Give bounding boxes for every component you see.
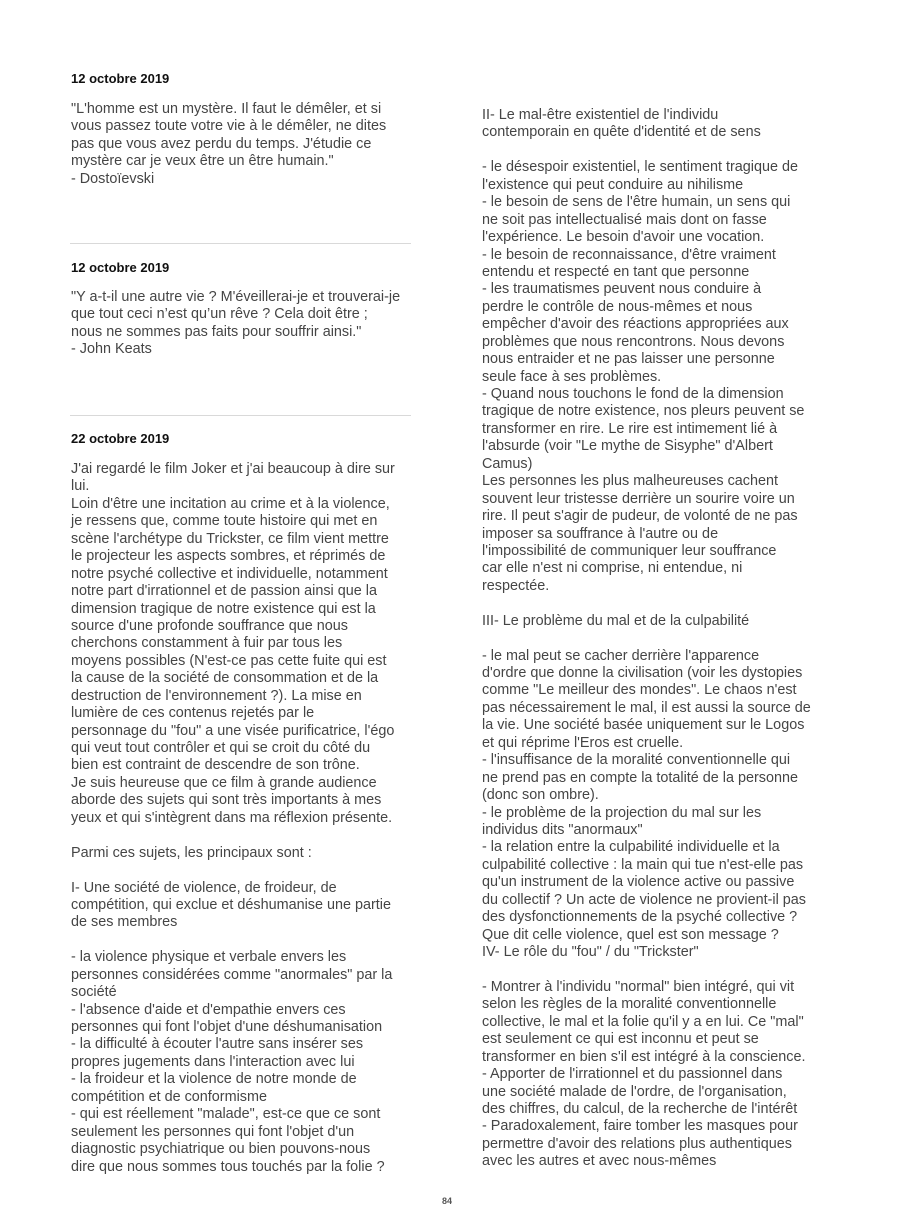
- text-line: IV- Le rôle du "fou" / du "Trickster": [482, 944, 699, 960]
- text-line: la vie. Une société basée uniquement sur le Logos: [482, 717, 805, 734]
- text-line: "Y a-t-il une autre vie ? M'éveillerai-je et trouverai-je: [71, 289, 401, 305]
- text-line: yeux et qui s'intègrent dans ma réflexion présente.: [71, 809, 393, 826]
- text-line: collective, le mal et la folie qu'il y a en lui. Ce "mal": [482, 1013, 804, 1030]
- text-line: Parmi ces sujets, les principaux sont :: [71, 844, 312, 861]
- text-line: l'impossibilité de communiquer leur souffrance: [482, 542, 777, 559]
- text-line: tragique de notre existence, nos pleurs peuvent se: [482, 403, 805, 420]
- text-line: pas que vous avez perdu du temps. J'étudie ce: [71, 135, 372, 152]
- text-line: que tout ceci n’est qu’un rêve ? Cela doit être ;: [71, 306, 368, 323]
- text-line: bien est contraint de descendre de son trône.: [71, 757, 360, 774]
- text-line: permettre d'avoir des relations plus authentiques: [482, 1135, 792, 1152]
- text-line: compétition, qui exclue et déshumanise une partie: [71, 896, 391, 913]
- entry-text: [71, 289, 400, 359]
- text-line: car elle n'est ni comprise, ni entendue, ni: [482, 560, 743, 577]
- text-line: pas nécessairement le mal, il est aussi la source de: [482, 699, 811, 716]
- text-line: personnes considérées comme "anormales" par la: [71, 966, 393, 983]
- text-line: [71, 932, 395, 949]
- text-line: [482, 142, 811, 159]
- text-line: destruction de l'environnement ?). La mise en: [71, 687, 362, 704]
- text-line: société: [71, 984, 117, 1001]
- text-line: - le besoin de sens de l'être humain, un sens qui: [482, 194, 791, 211]
- text-line: est seulement ce qui est inconnu et peut se: [482, 1031, 759, 1048]
- entry-text: [71, 461, 395, 1176]
- text-line: - la froideur et la violence de notre monde de: [71, 1071, 357, 1088]
- text-line: perdre le contrôle de nous-mêmes et nous: [482, 298, 753, 315]
- text-line: - le désespoir existentiel, le sentiment tragique de: [482, 159, 798, 176]
- text-line: des dysfonctionnements de la psyché collective ?: [482, 909, 798, 926]
- text-line: comme "Le meilleur des mondes". Le chaos n'est: [482, 682, 797, 699]
- text-line: des chiffres, du calcul, de la recherche de l'intérêt: [482, 1100, 798, 1117]
- text-line: empêcher d'avoir des réactions appropriées aux: [482, 316, 789, 333]
- text-line: seule face à ses problèmes.: [482, 368, 662, 385]
- text-line: contemporain en quête d'identité et de sens: [482, 124, 761, 141]
- text-line: - John Keats: [71, 341, 152, 358]
- entry-date: 12 octobre 2019: [71, 260, 170, 275]
- text-line: l'expérience. Le besoin d'avoir une vocation.: [482, 229, 765, 246]
- text-line: [482, 595, 811, 612]
- text-line: entendu et respecté en tant que personne: [482, 263, 750, 280]
- text-line: diagnostic psychiatrique ou bien pouvons-nous: [71, 1141, 371, 1158]
- text-line: (donc son ombre).: [482, 787, 599, 804]
- text-line: la cause de la société de consommation et de la: [71, 670, 379, 687]
- text-line: rire. Il peut s'agir de pudeur, de volonté de ne pas: [482, 508, 798, 525]
- text-line: le projecteur les aspects sombres, et réprimés de: [71, 548, 386, 565]
- text-line: - le mal peut se cacher derrière l'apparence: [482, 647, 760, 664]
- page-number: 84: [442, 1196, 453, 1206]
- text-line: seulement les personnes qui font l'objet d'un: [71, 1123, 355, 1140]
- text-line: scène l'archétype du Trickster, ce film vient mettre: [71, 530, 389, 547]
- text-line: l'existence qui peut conduire au nihilisme: [482, 176, 744, 193]
- text-line: mystère car je veux être un être humain.": [71, 153, 334, 170]
- text-line: ne soit pas intellectualisé mais dont on fasse: [482, 211, 767, 228]
- text-line: transformer en rire. Le rire est intimement lié à: [482, 420, 778, 437]
- text-line: qu'un instrument de la violence active ou passive: [482, 874, 795, 891]
- text-line: - Montrer à l'individu "normal" bien intégré, qui vit: [482, 978, 795, 995]
- text-line: transformer en bien s'il est intégré à la conscience.: [482, 1048, 806, 1065]
- text-line: notre part d'irrationnel et de passion ainsi que la: [71, 583, 377, 600]
- text-line: - le besoin de reconnaissance, d'être vraiment: [482, 246, 776, 263]
- text-line: qui veut tout contrôler et qui se croit du côté du: [71, 740, 371, 756]
- text-line: je ressens que, comme toute histoire qui met en: [71, 513, 378, 530]
- text-line: Je suis heureuse que ce film à grande audience: [71, 774, 377, 791]
- text-line: - l'absence d'aide et d'empathie envers ces: [71, 1001, 346, 1018]
- text-line: avec les autres et avec nous-mêmes: [482, 1153, 717, 1170]
- text-line: imposer sa souffrance à l'autre ou de: [482, 525, 719, 542]
- text-line: [71, 862, 395, 879]
- text-line: souvent leur tristesse derrière un sourire voire un: [482, 490, 795, 507]
- text-line: lumière de ces contenus rejetés par le: [71, 705, 315, 722]
- text-line: source d'une profonde souffrance que nous: [71, 617, 348, 634]
- text-line: du collectif ? Un acte de violence ne provient-il pas: [482, 891, 806, 908]
- entry-date: 22 octobre 2019: [71, 431, 170, 446]
- text-line: - la relation entre la culpabilité individuelle et la: [482, 839, 780, 856]
- text-line: respectée.: [482, 577, 550, 594]
- text-line: nous ne sommes pas faits pour souffrir ainsi.": [71, 323, 362, 340]
- text-line: culpabilité collective : la main qui tue n'est-elle pas: [482, 856, 804, 873]
- text-line: propres jugements dans l'interaction avec lui: [71, 1053, 355, 1070]
- text-line: problèmes que nous rencontrons. Nous devons: [482, 333, 785, 350]
- text-line: - l'insuffisance de la moralité conventionnelle qui: [482, 752, 791, 769]
- text-line: aborde des sujets qui sont très importants à mes: [71, 792, 382, 809]
- text-line: compétition et de conformisme: [71, 1088, 267, 1105]
- text-line: ne prend pas en compte la totalité de la personne: [482, 769, 799, 786]
- divider: [70, 415, 411, 416]
- text-line: - la difficulté à écouter l'autre sans insérer ses: [71, 1036, 364, 1053]
- text-line: selon les règles de la moralité conventionnelle: [482, 996, 777, 1013]
- text-line: lui.: [71, 478, 90, 495]
- text-line: [71, 827, 395, 844]
- text-line: "L'homme est un mystère. Il faut le démêler, et si: [71, 101, 382, 117]
- text-line: personnes qui font l'objet d'une déshumanisation: [71, 1019, 383, 1035]
- text-line: Camus): [482, 455, 533, 472]
- text-line: de ses membres: [71, 914, 178, 931]
- text-line: - les traumatismes peuvent nous conduire à: [482, 281, 762, 298]
- text-line: Loin d'être une incitation au crime et à la violence,: [71, 495, 390, 512]
- text-line: [482, 630, 811, 647]
- text-line: III- Le problème du mal et de la culpabilité: [482, 612, 750, 629]
- text-line: Que dit celle violence, quel est son message ?: [482, 926, 779, 943]
- text-line: Les personnes les plus malheureuses cachent: [482, 473, 778, 490]
- text-line: [482, 961, 811, 978]
- entry-date: 12 octobre 2019: [71, 71, 170, 86]
- text-line: - Paradoxalement, faire tomber les masques pour: [482, 1118, 798, 1135]
- text-line: cherchons constamment à fuir par tous les: [71, 635, 343, 652]
- right-column-text: [482, 107, 811, 1171]
- text-line: nous entraider et ne pas laisser une personne: [482, 351, 775, 368]
- text-line: II- Le mal-être existentiel de l'individu: [482, 107, 719, 123]
- text-line: personnage du "fou" a une visée purificatrice, l'égo: [71, 722, 395, 739]
- text-line: - qui est réellement "malade", est-ce que ce sont: [71, 1106, 381, 1123]
- text-line: et qui réprime l'Eros est cruelle.: [482, 734, 684, 751]
- text-line: notre psyché collective et individuelle, notamment: [71, 565, 388, 582]
- text-line: dire que nous sommes tous touchés par la folie ?: [71, 1158, 385, 1175]
- divider: [70, 243, 411, 244]
- text-line: d'ordre que donne la civilisation (voir les dystopies: [482, 665, 803, 681]
- text-line: - la violence physique et verbale envers les: [71, 949, 347, 966]
- text-line: une société malade de l'ordre, de l'organisation,: [482, 1083, 787, 1100]
- text-line: - Apporter de l'irrationnel et du passionnel dans: [482, 1066, 783, 1083]
- text-line: J'ai regardé le film Joker et j'ai beaucoup à dire sur: [71, 461, 395, 477]
- text-line: dimension tragique de notre existence qui est la: [71, 600, 376, 617]
- entry-text: [71, 101, 386, 188]
- text-line: I- Une société de violence, de froideur, de: [71, 879, 337, 896]
- text-line: - Dostoïevski: [71, 170, 155, 187]
- text-line: vous passez toute votre vie à le démêler, ne dites: [71, 118, 387, 135]
- text-line: - le problème de la projection du mal sur les: [482, 804, 762, 821]
- text-line: - Quand nous touchons le fond de la dimension: [482, 386, 784, 402]
- text-line: individus dits "anormaux": [482, 821, 643, 838]
- text-line: moyens possibles (N'est-ce pas cette fuite qui est: [71, 652, 387, 669]
- text-line: l'absurde (voir "Le mythe de Sisyphe" d'Albert: [482, 438, 773, 455]
